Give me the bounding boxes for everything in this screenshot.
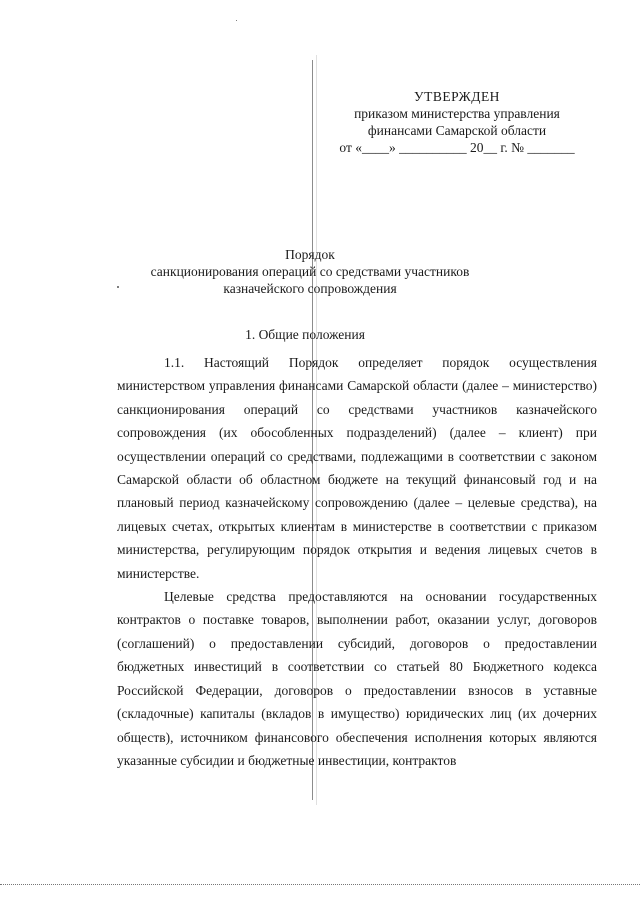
approval-stamp-block xyxy=(326,88,588,156)
document-title xyxy=(140,246,480,297)
document-title-line: казначейского сопровождения xyxy=(223,281,397,296)
approval-order-reference: от «____» __________ 20__ г. № _______ xyxy=(339,140,575,155)
scan-speck xyxy=(236,20,237,21)
approval-title: УТВЕРЖДЕН xyxy=(414,89,500,104)
section-body xyxy=(117,351,597,772)
paragraph: 1.1. Настоящий Порядок определяет порядок осуществления министерством управления финансами Самарской области (далее – министерство) санкционирования операций со средствами участников казначейского сопровождения (их обособленных подразделений) (далее – клиент) при осуществлении операций со средствами, подлежащими в соответствии с законом Самарской области об областном бюджете на текущий финансовый год и на плановый период казначейскому сопровождению (далее – целевые средства), на лицевых счетах, открытых клиентам в министерстве в соответствии с приказом министерства, регулирующим порядок открытия и ведения лицевых счетов в министерстве. xyxy=(117,355,597,581)
scan-speck xyxy=(117,286,119,288)
approval-line: приказом министерства управления xyxy=(354,106,560,121)
document-title-line: Порядок xyxy=(285,247,335,262)
paragraph: Целевые средства предоставляются на основании государственных контрактов о поставке товаров, выполнении работ, оказании услуг, договоров (соглашений) о предоставлении субсидий, договоров о предоставлении бюджетных инвестиций в соответствии со статьей 80 Бюджетного кодекса Российской Федерации, договоров о предоставлении взносов в уставные (складочные) капиталы (вкладов в имущество) юридических лиц (их дочерних обществ), источником финансового обеспечения исполнения которых являются указанные субсидии и бюджетные инвестиции, контрактов xyxy=(117,589,597,768)
document-title-line: санкционирования операций со средствами участников xyxy=(150,264,470,279)
scan-bottom-edge xyxy=(0,884,640,885)
approval-line: финансами Самарской области xyxy=(367,123,547,138)
section-heading: 1. Общие положения xyxy=(245,327,365,342)
